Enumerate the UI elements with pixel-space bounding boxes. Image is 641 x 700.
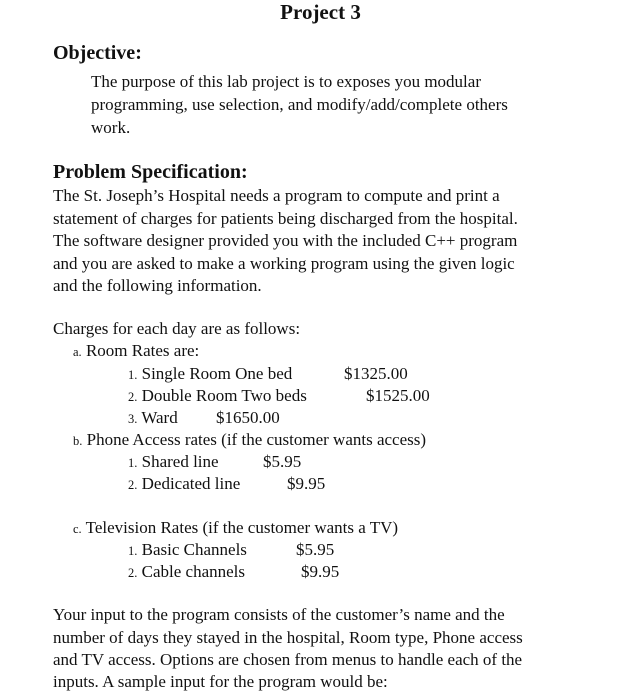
rate-name: Shared line bbox=[141, 452, 219, 471]
list-marker: a. bbox=[73, 345, 82, 359]
list-marker: 3. bbox=[128, 412, 138, 426]
list-marker: 2. bbox=[128, 390, 138, 404]
input-line: Your input to the program consists of the customer’s name and the bbox=[53, 605, 505, 624]
list-item bbox=[128, 539, 247, 562]
list-marker: 1. bbox=[128, 544, 138, 558]
charges-intro: Charges for each day are as follows: bbox=[53, 319, 301, 338]
list-item bbox=[128, 473, 240, 496]
input-line: inputs. A sample input for the program would be: bbox=[53, 672, 388, 691]
list-marker: c. bbox=[73, 522, 82, 536]
input-line: and TV access. Options are chosen from menus to handle each of the bbox=[53, 650, 523, 669]
rate-price: $5.95 bbox=[296, 540, 335, 559]
rate-price: $1525.00 bbox=[366, 386, 430, 405]
objective-line: The purpose of this lab project is to exposes you modular bbox=[91, 72, 481, 91]
rate-price: $1325.00 bbox=[344, 364, 408, 383]
list-marker: 2. bbox=[128, 478, 138, 492]
tv-rates-heading bbox=[73, 517, 398, 540]
rate-price: $9.95 bbox=[287, 474, 326, 493]
rate-price: $5.95 bbox=[263, 452, 302, 471]
problem-line: statement of charges for patients being discharged from the hospital. bbox=[53, 209, 518, 228]
list-item bbox=[128, 561, 245, 584]
objective-heading: Objective: bbox=[53, 42, 142, 64]
problem-line: The St. Joseph’s Hospital needs a program to compute and print a bbox=[53, 186, 500, 205]
rate-name: Single Room One bed bbox=[141, 364, 293, 383]
list-item bbox=[128, 451, 219, 474]
tv-rates-label: Television Rates (if the customer wants a TV) bbox=[85, 518, 399, 537]
rate-name: Ward bbox=[141, 408, 178, 427]
list-marker: 1. bbox=[128, 368, 138, 382]
room-rates-label: Room Rates are: bbox=[85, 341, 200, 360]
rate-name: Cable channels bbox=[141, 562, 246, 581]
rate-name: Double Room Two beds bbox=[141, 386, 307, 405]
phone-rates-label: Phone Access rates (if the customer wants access) bbox=[86, 430, 427, 449]
input-line: number of days they stayed in the hospital, Room type, Phone access bbox=[53, 628, 523, 647]
problem-line: and you are asked to make a working program using the given logic bbox=[53, 254, 515, 273]
page-title: Project 3 bbox=[280, 0, 361, 24]
rate-name: Dedicated line bbox=[141, 474, 241, 493]
phone-rates-heading bbox=[73, 429, 426, 452]
list-item bbox=[128, 385, 307, 408]
rate-price: $9.95 bbox=[301, 562, 340, 581]
list-item bbox=[128, 407, 178, 430]
objective-line: work. bbox=[91, 118, 131, 137]
rate-name: Basic Channels bbox=[141, 540, 247, 559]
rate-price: $1650.00 bbox=[216, 408, 280, 427]
list-marker: 1. bbox=[128, 456, 138, 470]
objective-line: programming, use selection, and modify/add/complete others bbox=[91, 95, 508, 114]
list-marker: 2. bbox=[128, 566, 138, 580]
problem-heading: Problem Specification: bbox=[53, 161, 248, 183]
list-marker: b. bbox=[73, 434, 83, 448]
problem-line: The software designer provided you with the included C++ program bbox=[53, 231, 518, 250]
room-rates-heading bbox=[73, 340, 199, 363]
list-item bbox=[128, 363, 292, 386]
problem-line: and the following information. bbox=[53, 276, 262, 295]
